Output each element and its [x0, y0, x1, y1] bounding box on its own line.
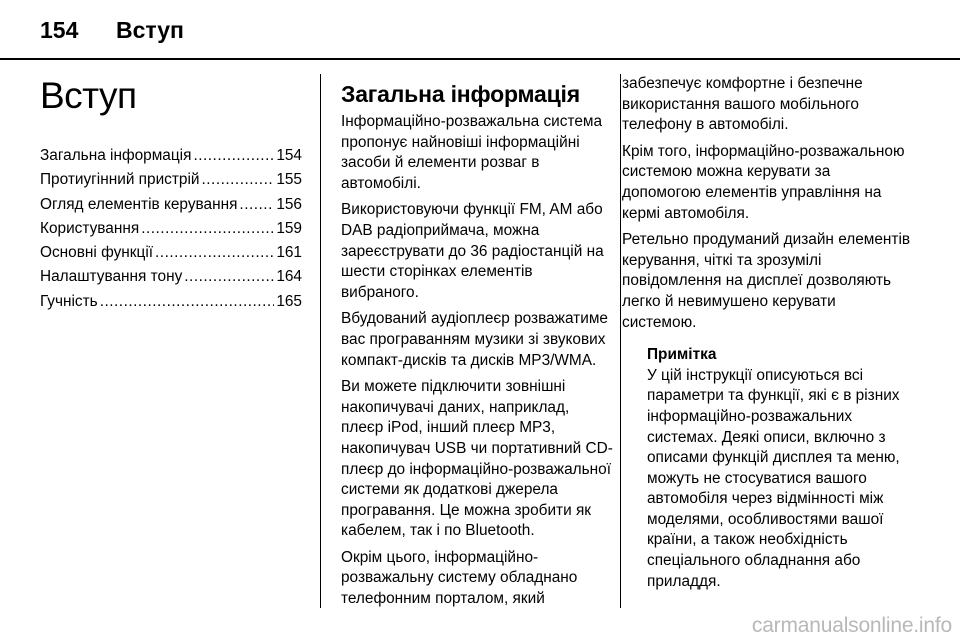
body-paragraph: Вбудований аудіоплеєр розважатиме вас програванням музики зі звукових компакт-дисків та дисків MP3/WMA. — [341, 310, 608, 369]
toc-entry[interactable] — [40, 144, 302, 168]
column-divider — [620, 74, 621, 608]
toc-entry-page: 165 — [276, 292, 302, 310]
toc-entry-label: Протиугінний пристрій — [40, 171, 200, 189]
toc-entry-page: 154 — [276, 147, 302, 164]
toc-entry[interactable] — [40, 193, 302, 217]
toc-leader-dots — [202, 168, 275, 192]
toc-entry-label: Загальна інформація — [40, 147, 192, 164]
toc-entry[interactable] — [40, 168, 302, 192]
toc-entry-page: 159 — [276, 219, 302, 237]
page-number: 154 — [40, 17, 79, 43]
page-header — [0, 0, 960, 58]
note-title: Примітка — [647, 346, 717, 364]
body-paragraph: Окрім цього, інформаційно-розважальну систему обладнано телефонним порталом, який — [341, 548, 578, 608]
chapter-title: Вступ — [40, 75, 137, 116]
toc-column — [40, 74, 302, 314]
toc-entry[interactable] — [40, 265, 302, 289]
toc-entry-label: Гучність — [40, 292, 98, 310]
note-text: У цій інструкції описуються всі параметри та функції, які є в різних інформаційно-розважальних системах. Деякі описи, включно з описами функцій дисплея та меню, можуть не стосуватися вашого автомобіля через відмінності між моделями, особливостями вашої країни, а також необхідність спеціального обладнання або приладдя. — [647, 366, 900, 590]
body-paragraph: Крім того, інформаційно-розважальною системою можна керувати за допомогою елементів управління на кермі автомобіля. — [622, 142, 905, 222]
toc-entry-label: Налаштування тону — [40, 268, 183, 286]
toc-entry-label: Огляд елементів керування — [40, 195, 238, 213]
toc-entry-page: 155 — [276, 171, 302, 189]
toc-entry-page: 156 — [276, 195, 302, 213]
toc-entry[interactable] — [40, 241, 302, 265]
header-divider — [0, 58, 960, 60]
body-paragraph: Ретельно продуманий дизайн елементів керування, чіткі та зрозумілі повідомлення на дисплеї дозволяють легко й невимушено керувати системою. — [622, 231, 911, 331]
note-box — [647, 345, 912, 592]
section-title: Загальна інформація — [341, 81, 580, 107]
toc-entry[interactable] — [40, 217, 302, 241]
watermark: carmanualsonline.info — [751, 614, 952, 637]
text-column-2 — [341, 74, 613, 616]
column-divider — [320, 74, 321, 608]
body-paragraph: забезпечує комфортне і безпечне використання вашого мобільного телефону в автомобілі. — [622, 75, 863, 134]
toc-leader-dots — [155, 241, 274, 265]
toc-leader-dots — [100, 290, 275, 314]
table-of-contents — [40, 144, 302, 314]
toc-entry-page: 161 — [276, 244, 302, 262]
body-paragraph: Використовуючи функції FM, AM або DAB радіоприймача, можна зареєструвати до 36 радіостанцій на шести сторінках елементів вибраного. — [341, 201, 604, 301]
toc-leader-dots — [239, 193, 274, 217]
body-paragraph: Інформаційно-розважальна система пропонує найновіші інформаційні засоби й елементи розваг в автомобілі. — [341, 113, 603, 192]
toc-leader-dots — [193, 144, 274, 168]
header-title: Вступ — [116, 17, 184, 43]
body-paragraph: Ви можете підключити зовнішні накопичувачі даних, наприклад, плеєр iPod, інший плеєр MP3, накопичувач USB чи портативний CD-плеєр до інформаційно-розважальної системи як додаткові джерела програвання. Це можна зробити як кабелем, так і по Bluetooth. — [341, 378, 613, 540]
toc-entry-label: Користування — [40, 219, 140, 237]
toc-entry-label: Основні функції — [40, 244, 154, 262]
toc-entry[interactable] — [40, 290, 302, 314]
toc-leader-dots — [184, 265, 274, 289]
text-column-3 — [622, 74, 912, 592]
toc-leader-dots — [141, 217, 274, 241]
toc-entry-page: 164 — [276, 268, 302, 286]
